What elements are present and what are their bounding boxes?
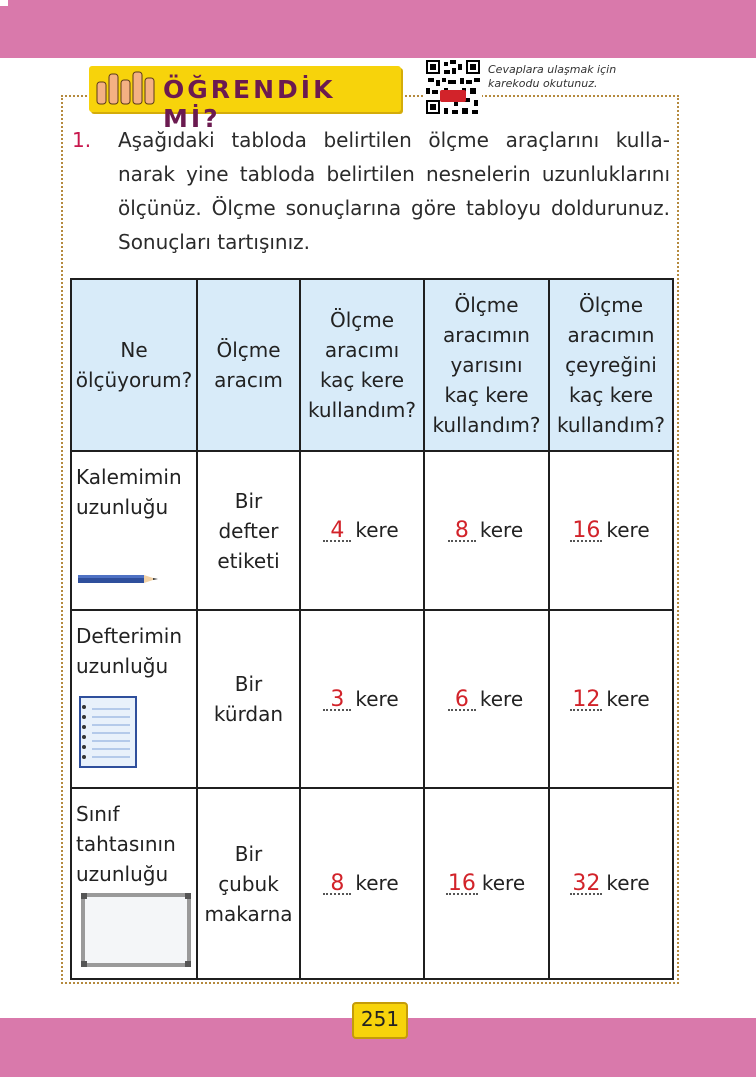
- table-header-row: [71, 279, 673, 451]
- half-count-cell: 8 kere: [424, 451, 549, 610]
- top-band: [0, 0, 756, 58]
- object-cell: Defterimin uzunluğu: [71, 610, 197, 788]
- full-count-cell: 3 kere: [300, 610, 424, 788]
- quarter-count-cell: 16 kere: [549, 451, 673, 610]
- full-count-cell: 8 kere: [300, 788, 424, 979]
- header-tool: Ölçme aracım: [197, 279, 300, 451]
- table-row: [71, 610, 673, 788]
- tool-cell: Bir kürdan: [197, 610, 300, 788]
- qr-code-icon[interactable]: [424, 58, 482, 116]
- notebook-icon: [78, 695, 138, 769]
- header-quarter-count: Ölçme aracımın çeyreğini kaç kere kullandım?: [549, 279, 673, 451]
- full-count-value: 4: [325, 518, 349, 543]
- full-count-value: 8: [325, 871, 349, 896]
- pencil-icon: [78, 573, 160, 585]
- full-count-value: 3: [325, 687, 349, 712]
- quarter-count-value: 32: [572, 871, 601, 896]
- header-full-count: Ölçme aracımı kaç kere kullandım?: [300, 279, 424, 451]
- quarter-count-cell: 32 kere: [549, 788, 673, 979]
- question-text: Aşağıdaki tabloda belirtilen ölçme araçlarını kulla- narak yine tabloda belirtilen nesnelerin uzunluklarını ölçünüz. Ölçme sonuçlarına göre tabloyu doldurunuz. Sonuçları tartışınız.: [118, 128, 670, 254]
- object-cell: Kalemimin uzunluğu: [71, 451, 197, 610]
- header-half-count: Ölçme aracımın yarısını kaç kere kullandım?: [424, 279, 549, 451]
- corner-mark: [0, 0, 8, 6]
- header-object: Ne ölçüyorum?: [71, 279, 197, 451]
- half-count-value: 16: [447, 871, 476, 896]
- half-count-cell: 16 kere: [424, 788, 549, 979]
- tool-cell: Bir çubuk makarna: [197, 788, 300, 979]
- half-count-cell: 6 kere: [424, 610, 549, 788]
- quarter-count-cell: 12 kere: [549, 610, 673, 788]
- page-number: 251: [352, 1002, 408, 1039]
- qr-instructions: Cevaplara ulaşmak için karekodu okutunuz.: [488, 63, 617, 90]
- half-count-value: 6: [450, 687, 474, 712]
- half-count-value: 8: [450, 518, 474, 543]
- section-banner: [89, 66, 401, 133]
- raised-hands-icon: [95, 70, 159, 108]
- banner-title: ÖĞRENDİK Mİ?: [163, 75, 336, 133]
- quarter-count-value: 16: [572, 518, 601, 543]
- whiteboard-icon: [80, 892, 192, 968]
- quarter-count-value: 12: [572, 686, 601, 712]
- full-count-cell: 4 kere: [300, 451, 424, 610]
- question-number: 1.: [72, 128, 92, 152]
- table-row: [71, 788, 673, 979]
- table-row: [71, 451, 673, 610]
- object-cell: Sınıf tahtasının uzunluğu: [71, 788, 197, 979]
- measurement-table: [70, 278, 674, 980]
- tool-cell: Bir defter etiketi: [197, 451, 300, 610]
